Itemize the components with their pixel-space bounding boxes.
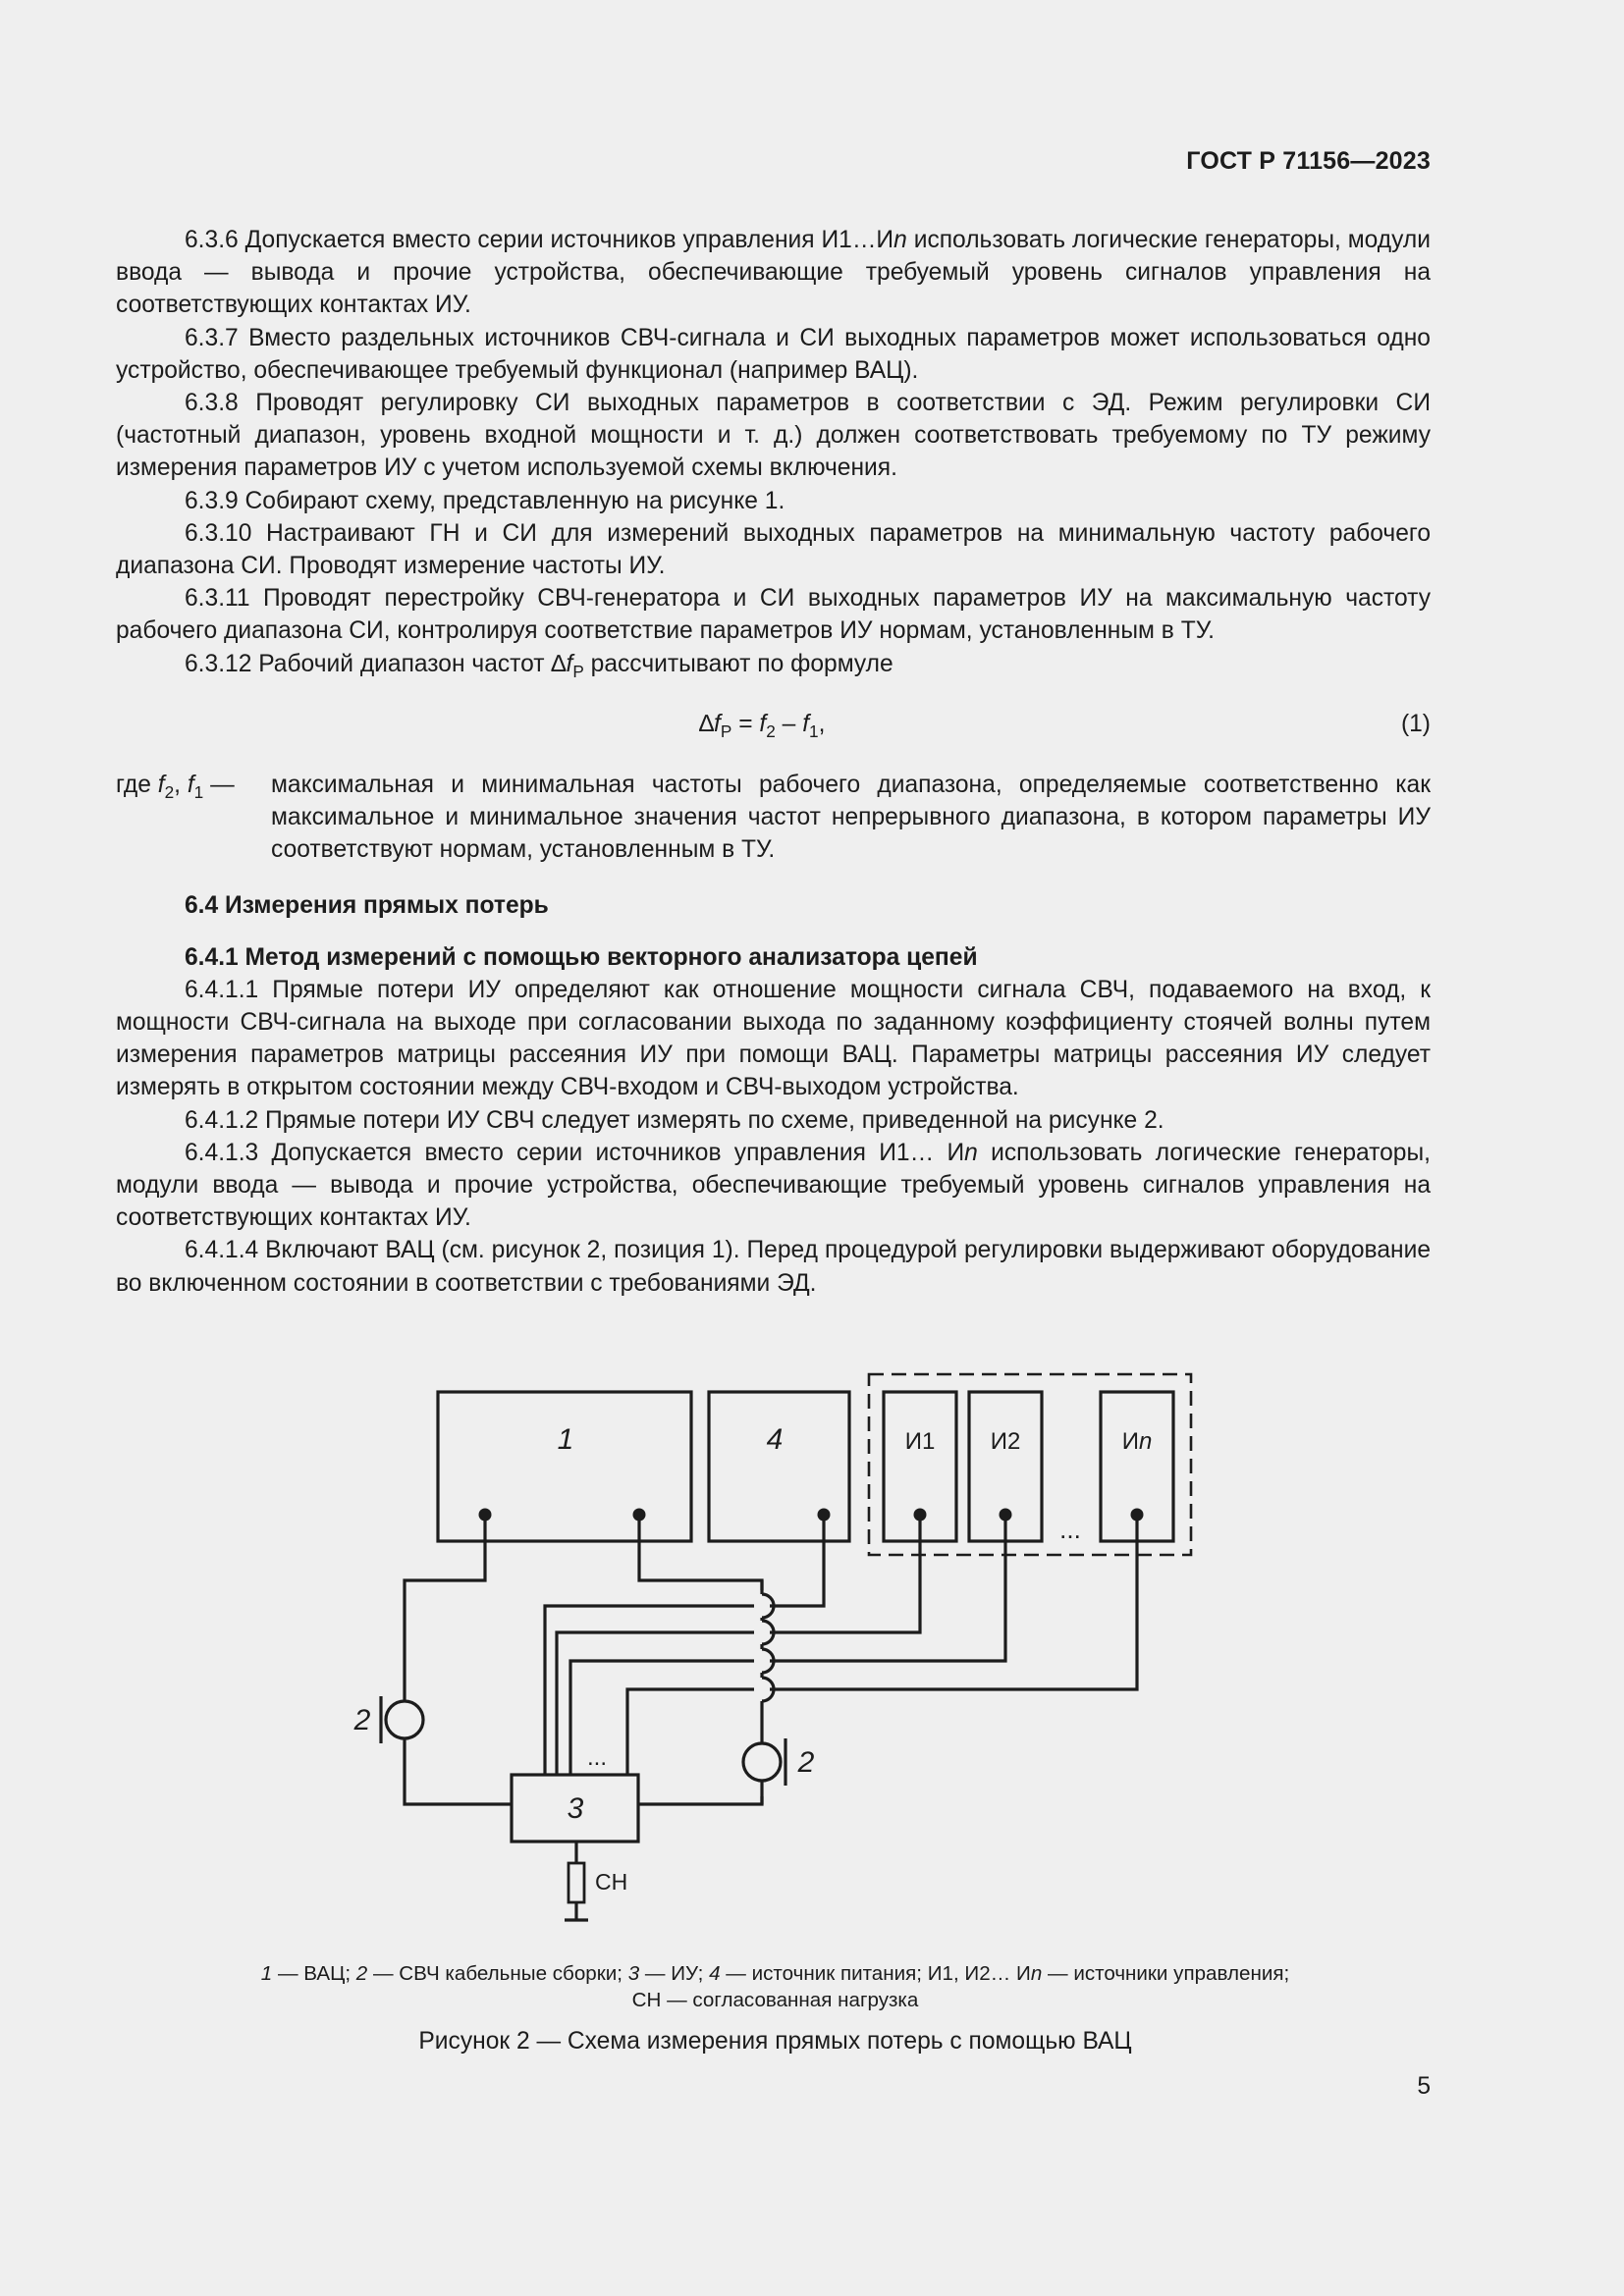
paragraph-6-4-1-3: 6.4.1.3 Допускается вместо серии источников управления И1… Иn использовать логические генераторы, модули ввода — вывода и прочие устройства, обеспечивающие требуемый уровень сигналов управления на соответствующих контактах ИУ. (116, 1139, 1431, 1232)
paragraph-6-3-11: 6.3.11 Проводят перестройку СВЧ-генератора и СИ выходных параметров ИУ на максимальную частоту рабочего диапазона СИ, контролируя соответствие параметров ИУ нормам, установленным в ТУ. (116, 585, 1431, 645)
wire-i1 (557, 1515, 920, 1775)
cable-left-label: 2 (353, 1704, 371, 1736)
figure-title: Рисунок 2 — Схема измерения прямых потерь с помощью ВАЦ (418, 2028, 1132, 2055)
dots-top: ... (1059, 1515, 1081, 1544)
matched-load (568, 1863, 584, 1902)
formula-1 (116, 708, 1431, 743)
in-label: Иn (1121, 1428, 1153, 1455)
i1-label: И1 (904, 1428, 936, 1455)
formula-expression: $\Delta f_Р = f_2 - f_1$, (699, 710, 826, 741)
figure-legend: 1 — ВАЦ; 2 — СВЧ кабельные сборки; 3 — ИУ; 4 — источник питания; И1, И2… Иn — источники управления; СН — согласованная нагрузка (260, 1962, 1290, 2011)
explanation-text: максимальная и минимальная частоты рабочего диапазона, определяемые соответственно как максимальное и минимальное значения частот непрерывного диапазона, в котором параметры ИУ соответствуют нормам, установленным в ТУ. (271, 771, 1431, 864)
paragraph-6-3-12: 6.3.12 Рабочий диапазон частот $\Delta f_Р$ рассчитывают по формуле (185, 650, 893, 681)
paragraph-6-3-9: 6.3.9 Собирают схему, представленную на рисунке 1. (185, 487, 785, 514)
section-heading-6-4-1: 6.4.1 Метод измерений с помощью векторного анализатора цепей (185, 943, 978, 971)
paragraph-6-3-10: 6.3.10 Настраивают ГН и СИ для измерений выходных параметров на минимальную частоту рабочего диапазона СИ. Проводят измерение частоты ИУ. (116, 519, 1431, 580)
vna-block (438, 1392, 691, 1541)
page-number: 5 (1417, 2073, 1431, 2100)
paragraph-6-4-1-1: 6.4.1.1 Прямые потери ИУ определяют как отношение мощности сигнала СВЧ, подаваемого на вход, к мощности СВЧ-сигнала на выходе при согласовании выхода по заданному коэффициенту стоячей волны путем измерения параметров матрицы рассеяния ИУ при помощи ВАЦ. Параметры матрицы рассеяния ИУ следует измерять в открытом состоянии между СВЧ-входом и СВЧ-выходом устройства. (116, 976, 1431, 1101)
explanation-label: где $f_2$, $f_1$ — (116, 771, 235, 802)
wire-vna-port1 (405, 1515, 512, 1804)
paragraph-6-3-7: 6.3.7 Вместо раздельных источников СВЧ-сигнала и СИ выходных параметров может использоваться одно устройство, обеспечивающее требуемый функционал (например ВАЦ). (116, 324, 1431, 384)
power-supply-label: 4 (766, 1423, 784, 1456)
cable-right-symbol (743, 1743, 781, 1781)
section-heading-6-4: 6.4 Измерения прямых потерь (185, 892, 549, 920)
formula-number: (1) (1400, 710, 1431, 737)
load-label: СН (595, 1869, 628, 1895)
paragraph-6-4-1-2: 6.4.1.2 Прямые потери ИУ СВЧ следует измерять по схеме, приведенной на рисунке 2. (185, 1106, 1164, 1134)
control-sources-group (869, 1374, 1191, 1555)
cable-right-label: 2 (797, 1746, 815, 1779)
formula-explanation (116, 769, 1431, 867)
dots-mid: ... (586, 1744, 608, 1771)
wire-power (545, 1515, 824, 1775)
dut-label: 3 (567, 1792, 584, 1825)
measurement-schematic (312, 1364, 1216, 1944)
body-text (116, 224, 1431, 1300)
vna-label: 1 (557, 1423, 574, 1456)
document-code: ГОСТ Р 71156—2023 (1186, 147, 1431, 175)
paragraph-6-4-1-4: 6.4.1.4 Включают ВАЦ (см. рисунок 2, позиция 1). Перед процедурой регулировки выдерживают оборудование во включенном состоянии в соответствии с требованиями ЭД. (116, 1237, 1431, 1297)
paragraph-6-3-8: 6.3.8 Проводят регулировку СИ выходных параметров в соответствии с ЭД. Режим регулировки СИ (частотный диапазон, уровень входной мощности и т. д.) должен соответствовать требуемому по ТУ режиму измерения параметров ИУ с учетом используемой схемы включения. (116, 390, 1431, 482)
paragraph-6-3-6: 6.3.6 Допускается вместо серии источников управления И1…Иn использовать логические генераторы, модули ввода — вывода и прочие устройства, обеспечивающие требуемый уровень сигналов управления на соответствующих контактах ИУ. (116, 227, 1431, 319)
i2-label: И2 (990, 1428, 1021, 1455)
cable-left-symbol (386, 1701, 423, 1738)
